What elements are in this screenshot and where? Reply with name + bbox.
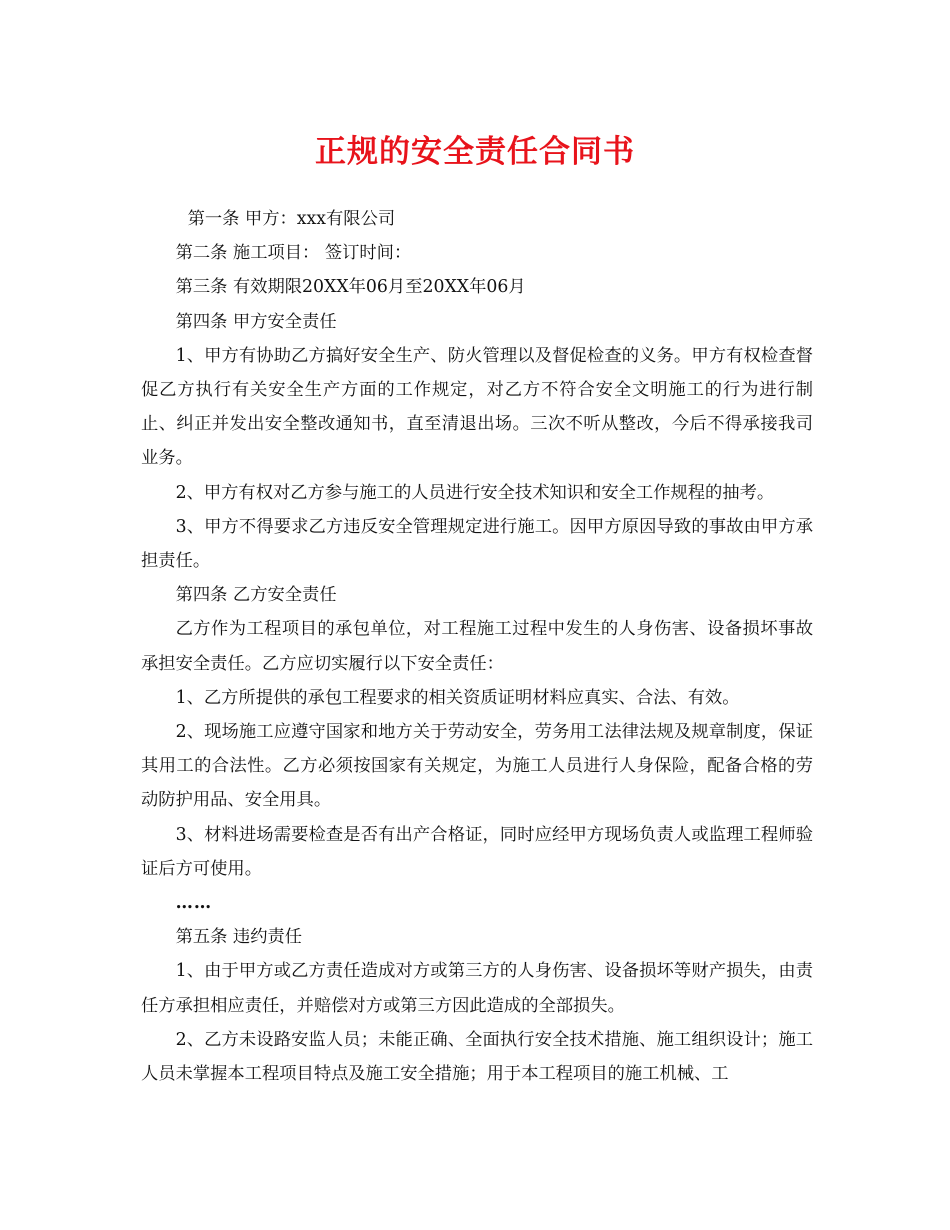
clause-3-validity: 第三条 有效期限20XX年06月至20XX年06月 bbox=[175, 277, 526, 298]
document-title: 正规的安全责任合同书 bbox=[315, 134, 635, 170]
party-a-item-1: 1、甲方有协助乙方搞好安全生产、防火管理以及督促检查的义务。甲方有权检查督促乙方执行有关安全生产方面的工作规定，对乙方不符合安全文明施工的行为进行制止、纠正并发出安全整改通知书，直至清退出场。三次不听从整改，今后不得承接我司业务。 bbox=[141, 345, 813, 469]
liability-item-1: 1、由于甲方或乙方责任造成对方或第三方的人身伤害、设备损坏等财产损失，由责任方承担相应责任，并赔偿对方或第三方因此造成的全部损失。 bbox=[141, 961, 813, 1016]
party-a-item-3: 3、甲方不得要求乙方违反安全管理规定进行施工。因甲方原因导致的事故由甲方承担责任。 bbox=[141, 516, 813, 572]
clause-4-party-a-heading: 第四条 甲方安全责任 bbox=[175, 311, 337, 332]
party-b-item-2: 2、现场施工应遵守国家和地方关于劳动安全，劳务用工法律法规及规章制度，保证其用工的合法性。乙方必须按国家有关规定，为施工人员进行人身保险，配备合格的劳动防护用品、安全用具。 bbox=[141, 722, 813, 811]
document-body bbox=[141, 202, 813, 1091]
clause-1-party-a: 第一条 甲方：xxx有限公司 bbox=[187, 209, 396, 229]
liability-item-2: 2、乙方未设路安监人员；未能正确、全面执行安全技术措施、施工组织设计；施工人员未掌握本工程项目特点及施工安全措施；用于本工程项目的施工机械、工 bbox=[141, 1029, 813, 1085]
clause-4-party-b-heading: 第四条 乙方安全责任 bbox=[175, 585, 337, 606]
ellipsis: …… bbox=[175, 893, 213, 914]
party-b-intro: 乙方作为工程项目的承包单位，对工程施工过程中发生的人身伤害、设备损坏事故承担安全责任。乙方应切实履行以下安全责任： bbox=[141, 619, 813, 674]
party-b-item-3: 3、材料进场需要检查是否有出产合格证，同时应经甲方现场负责人或监理工程师验证后方可使用。 bbox=[141, 824, 813, 879]
clause-5-heading: 第五条 违约责任 bbox=[175, 927, 303, 948]
party-b-item-1: 1、乙方所提供的承包工程要求的相关资质证明材料应真实、合法、有效。 bbox=[175, 687, 740, 708]
party-a-item-2: 2、甲方有权对乙方参与施工的人员进行安全技术知识和安全工作规程的抽考。 bbox=[175, 482, 775, 503]
clause-2-project: 第二条 施工项目： 签订时间： bbox=[175, 243, 412, 264]
